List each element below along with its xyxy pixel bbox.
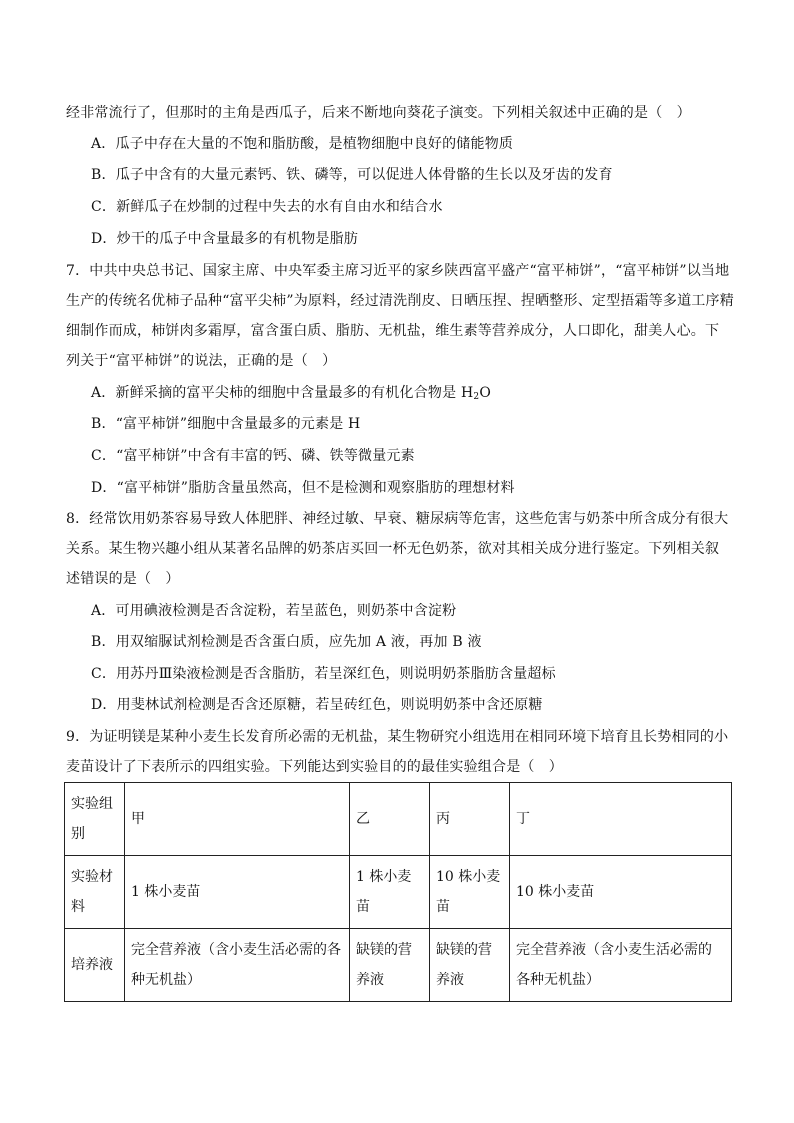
q7-option-d: D．“富平柿饼”脂肪含量虽然高，但不是检测和观察脂肪的理想材料 <box>91 480 515 496</box>
q7-option-a-text: A．新鲜采摘的富平尖柿的细胞中含量最多的有机化合物是 H <box>91 385 474 401</box>
q6-option-a: A．瓜子中存在大量的不饱和脂肪酸，是植物细胞中良好的储能物质 <box>91 136 514 152</box>
table-row <box>65 929 732 1002</box>
table-header-cell: 实验组别 <box>65 783 125 856</box>
q8-option-c: C．用苏丹Ⅲ染液检测是否含脂肪，若呈深红色，则说明奶茶脂肪含量超标 <box>91 666 556 682</box>
table-cell: 1 株小麦苗 <box>350 856 430 929</box>
table-cell: 缺镁的营养液 <box>430 929 510 1002</box>
q6-option-d: D．炒干的瓜子中含量最多的有机物是脂肪 <box>91 231 359 247</box>
q7-option-b: B．“富平柿饼”细胞中含量最多的元素是 H <box>91 416 361 432</box>
q8-option-a: A．可用碘液检测是否含淀粉，若呈蓝色，则奶茶中含淀粉 <box>91 603 457 619</box>
q7-option-a <box>91 383 731 407</box>
table-header-cell: 丁 <box>510 783 732 856</box>
table-header-cell: 甲 <box>125 783 350 856</box>
q8-stem-line-3: 述错误的是（ ） <box>66 571 180 587</box>
q7-option-a-suffix: O <box>479 385 491 401</box>
q8-stem-line-1: 8．经常饮用奶茶容易导致人体肥胖、神经过敏、早衰、糖尿病等危害，这些危害与奶茶中所含成分有很大 <box>66 511 729 527</box>
q7-stem-line-3: 细制作而成，柿饼肉多霜厚，富含蛋白质、脂肪、无机盐，维生素等营养成分，人口即化，甜美人心。下 <box>66 323 720 339</box>
q7-stem-line-2: 生产的传统名优柿子品种“富平尖柿”为原料，经过清洗削皮、日晒压捏、捏晒整形、定型捂霜等多道工序精 <box>66 293 734 309</box>
q8-option-d: D．用斐林试剂检测是否含还原糖，若呈砖红色，则说明奶茶中含还原糖 <box>91 697 543 713</box>
q7-stem-line-1: 7．中共中央总书记、国家主席、中央军委主席习近平的家乡陕西富平盛产“富平柿饼”，“富平柿饼”以当地 <box>66 263 730 279</box>
table-cell: 10 株小麦苗 <box>430 856 510 929</box>
table-cell: 缺镁的营养液 <box>350 929 430 1002</box>
q6-stem-tail: 经非常流行了，但那时的主角是西瓜子，后来不断地向葵花子演变。下列相关叙述中正确的是（ ） <box>66 105 691 121</box>
q6-option-b: B．瓜子中含有的大量元素钙、铁、磷等，可以促进人体骨骼的生长以及牙齿的发育 <box>91 167 613 183</box>
table-cell: 1 株小麦苗 <box>125 856 350 929</box>
q7-stem-line-4: 列关于“富平柿饼”的说法，正确的是（ ） <box>66 353 337 369</box>
table-cell: 培养液 <box>65 929 125 1002</box>
table-cell: 实验材料 <box>65 856 125 929</box>
table-header-cell: 丙 <box>430 783 510 856</box>
q6-option-c: C．新鲜瓜子在炒制的过程中失去的水有自由水和结合水 <box>91 199 443 215</box>
q7-option-a-subscript: 2 <box>473 392 480 402</box>
table-cell: 10 株小麦苗 <box>510 856 732 929</box>
table-header-cell: 乙 <box>350 783 430 856</box>
q8-stem-line-2: 关系。某生物兴趣小组从某著名品牌的奶茶店买回一杯无色奶茶，欲对其相关成分进行鉴定。下列相关叙 <box>66 541 720 557</box>
table-cell: 完全营养液（含小麦生活必需的各种无机盐） <box>510 929 732 1002</box>
table-row <box>65 856 732 929</box>
table-header-row <box>65 783 732 856</box>
q8-option-b: B．用双缩脲试剂检测是否含蛋白质，应先加 A 液，再加 B 液 <box>91 634 482 650</box>
experiment-table <box>64 782 732 1002</box>
table-cell: 完全营养液（含小麦生活必需的各种无机盐） <box>125 929 350 1002</box>
q7-option-c: C．“富平柿饼”中含有丰富的钙、磷、铁等微量元素 <box>91 448 415 464</box>
q9-stem-line-2: 麦苗设计了下表所示的四组实验。下列能达到实验目的的最佳实验组合是（ ） <box>66 759 563 775</box>
q9-stem-line-1: 9．为证明镁是某种小麦生长发育所必需的无机盐，某生物研究小组选用在相同环境下培育且长势相同的小 <box>66 729 729 745</box>
